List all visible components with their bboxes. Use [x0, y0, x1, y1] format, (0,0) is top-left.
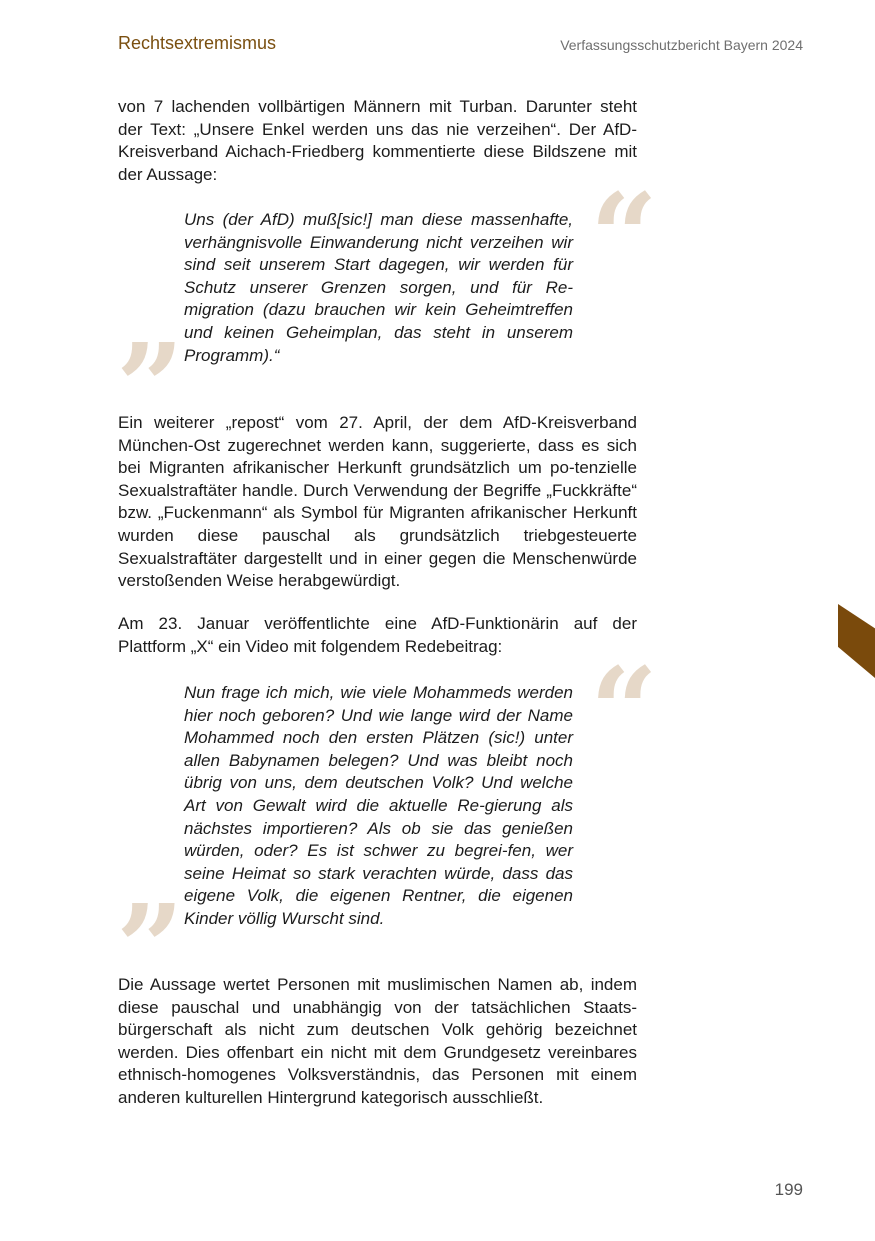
paragraph-3: Am 23. Januar veröffentlichte eine AfD-Funktionärin auf der Plattform „X“ ein Video mit folgendem Redebeitrag:	[118, 614, 637, 656]
close-quote-icon: ”	[116, 878, 184, 1017]
close-quote-icon: ”	[116, 317, 184, 456]
paragraph-4: Die Aussage wertet Personen mit muslimischen Namen ab, indem diese pauschal und unabhängig von der tatsächlichen Staats-bürgerschaft als nicht zum deutschen Volk gehörig bezeichnet werden. Dies offenbart ein nicht mit dem Grundgesetz vereinbares ethnisch-homogenes Volksverständnis, das Personen mit einem anderen kulturellen Hintergrund kategorisch ausschließt.	[118, 975, 637, 1107]
section-title: Rechtsextremismus	[118, 33, 277, 53]
quote-1: Uns (der AfD) muß[sic!] man diese massenhafte, verhängnisvolle Einwanderung nicht verzeihen wir sind seit unserem Start dagegen, wir werden für Schutz unserer Grenzen sorgen, und für Re-migration (dazu brauchen wir kein Geheimtreffen und keinen Geheimplan, das steht in unserem Programm).“	[184, 210, 573, 365]
page-number: 199	[774, 1180, 803, 1199]
report-title: Verfassungsschutzbericht Bayern 2024	[560, 37, 803, 53]
quote-2: Nun frage ich mich, wie viele Mohammeds werden hier noch geboren? Und wie lange wird der Name Mohammed noch den ersten Plätzen (sic!) unter allen Babynamen belegen? Und was bleibt noch übrig von uns, dem deutschen Volk? Und welche Art von Gewalt wird die aktuelle Re-gierung als nächstes importieren? Als ob sie das genießen würden, oder? Es ist schwer zu begrei-fen, wer seine Heimat so stark verachten würde, dass das eigene Volk, die eigenen Rentner, die eigenen Kinder völlig Wurscht sind.	[184, 683, 573, 928]
open-quote-icon: “	[590, 641, 658, 780]
open-quote-icon: “	[590, 167, 658, 306]
chapter-tab-marker	[838, 604, 875, 678]
paragraph-1: von 7 lachenden vollbärtigen Männern mit Turban. Darunter steht der Text: „Unsere Enkel werden uns das nie verzeihen“. Der AfD-Kreisverband Aichach-Friedberg kommentierte diese Bildszene mit der Aussage:	[118, 97, 637, 184]
paragraph-2: Ein weiterer „repost“ vom 27. April, der dem AfD-Kreisverband München-Ost zugerechnet werden kann, suggerierte, dass es sich bei Migranten afrikanischer Herkunft grundsätzlich um po-tenzielle Sexualstraftäter handle. Durch Verwendung der Begriffe „Fuckkräfte“ bzw. „Fuckenmann“ als Symbol für Migranten afrikanischer Herkunft wurden diese pauschal als grundsätzlich triebgesteuerte Sexualstraftäter dargestellt und in einer gegen die Menschenwürde verstoßenden Weise herabgewürdigt.	[118, 413, 637, 591]
